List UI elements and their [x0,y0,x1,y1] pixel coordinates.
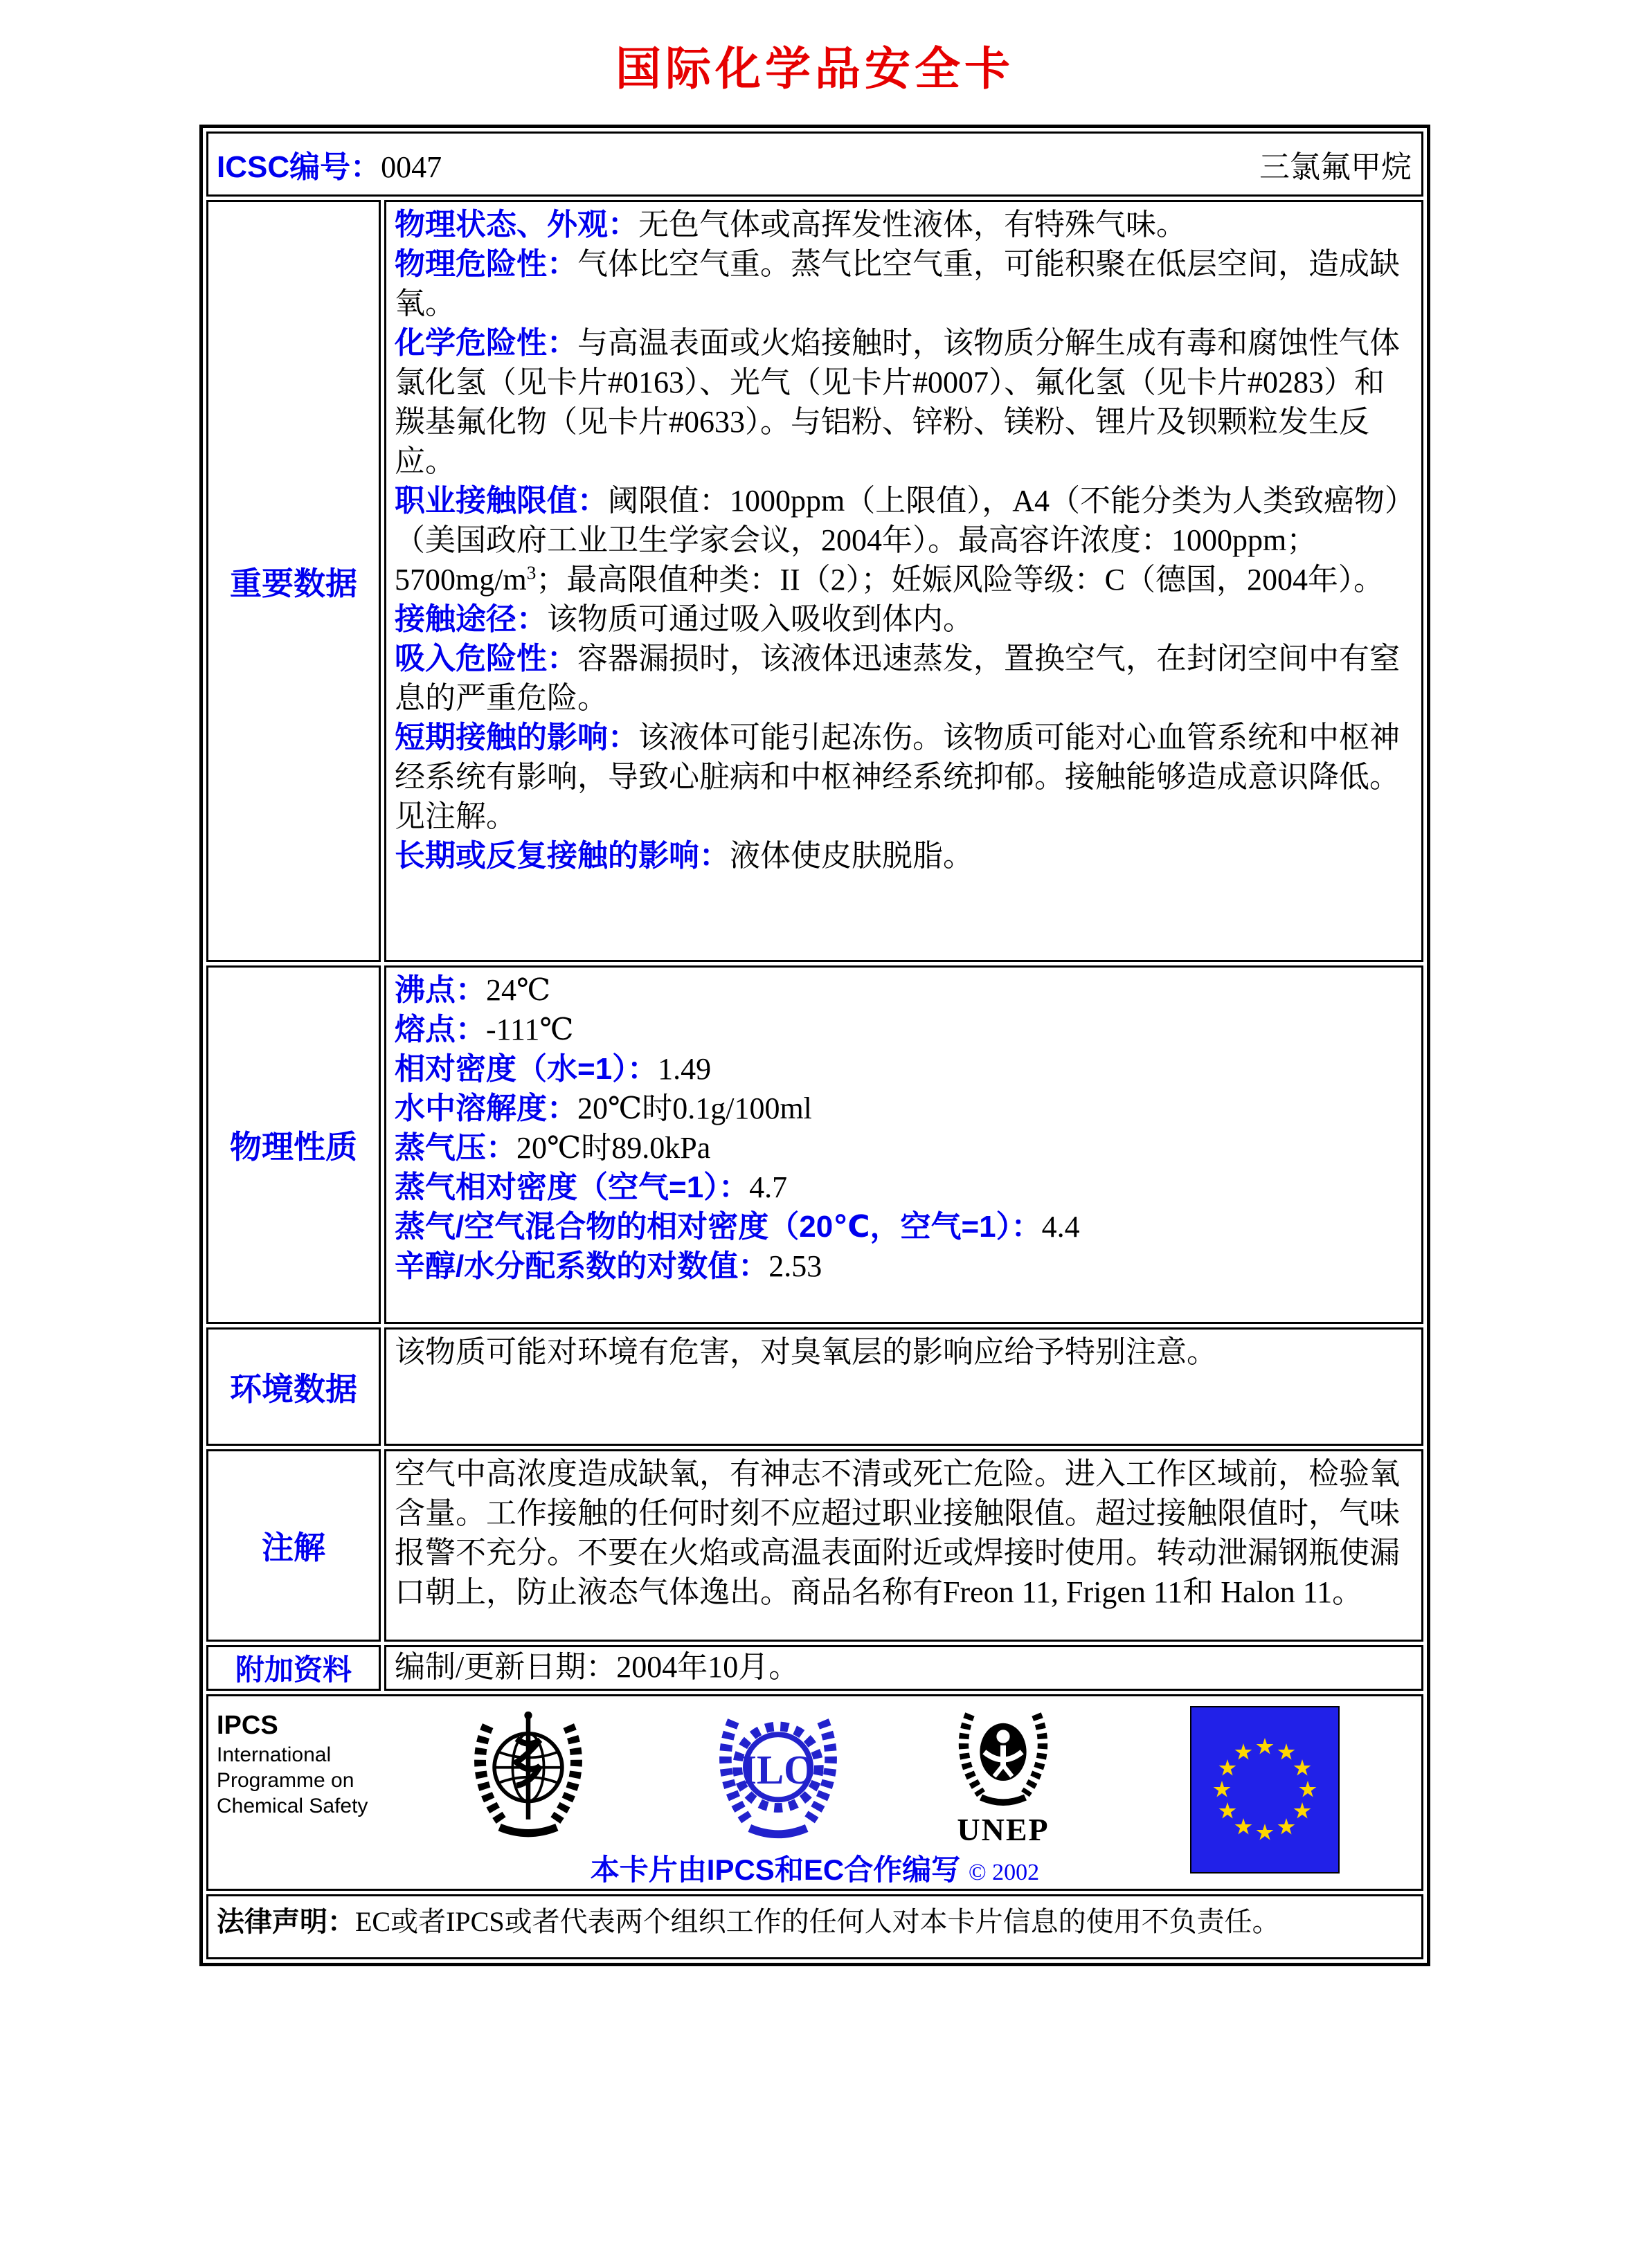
field-label: 水中溶解度： [395,1091,577,1125]
field-label: 沸点： [395,973,486,1007]
ipcs-line: Chemical Safety [217,1795,368,1817]
field-label: 物理危险性： [395,247,577,281]
additional-info-content: 编制/更新日期：2004年10月。 [395,1650,800,1684]
field-value: 4.7 [749,1170,788,1204]
property-vapor-pressure [395,1128,1414,1168]
chemical-name: 三氯氟甲烷 [1259,150,1412,184]
ilo-logo-text: ILO [741,1747,816,1793]
property-boiling-point [395,970,1414,1010]
field-text: 该液体可能引起冻伤。该物质可能对心血管系统和中枢神经系统有影响，导致心脏病和中枢神经系统抑郁。接触能够造成意识降低。见注解。 [395,720,1400,833]
paragraph-physical-state [395,205,1414,244]
field-value: 4.4 [1041,1210,1080,1244]
field-label: 熔点： [395,1013,486,1046]
legal-row [206,1894,1423,1959]
notes-row-label: 注解 [206,1449,381,1642]
field-label: 蒸气相对密度（空气=1）： [395,1170,750,1204]
field-text: 无色气体或高挥发性液体，有特殊气味。 [638,208,1187,242]
field-text: 该物质可通过吸入吸收到体内。 [547,602,973,636]
field-text: 阈限值：1000ppm（上限值），A4（不能分类为人类致癌物）（美国政府工业卫生学家会议，2004年）。最高容许浓度：1000ppm；5700mg/m [395,484,1400,597]
field-label: 物理状态、外观： [395,208,638,242]
who-logo-icon [463,1705,593,1849]
additional-info-row-label: 附加资料 [206,1645,381,1691]
field-text: 容器漏损时，该液体迅速蒸发，置换空气，在封闭空间中有窒息的严重危险。 [395,642,1400,715]
important-data-row [206,200,1423,962]
property-octanol-water-logp [395,1246,1414,1286]
ipcs-text-block [217,1709,368,1819]
field-label: 接触途径： [395,602,547,636]
physical-properties-row [206,965,1423,1324]
property-water-solubility [395,1089,1414,1128]
important-data-row-label: 重要数据 [206,200,381,962]
icsc-number-group [217,142,442,186]
header-row [206,131,1423,197]
property-melting-point [395,1010,1414,1049]
field-label: 短期接触的影响： [395,720,638,754]
property-relative-density [395,1049,1414,1089]
environmental-data-row-label: 环境数据 [206,1327,381,1446]
field-label: 辛醇/水分配系数的对数值： [395,1249,769,1283]
field-value: 20℃时0.1g/100ml [577,1091,812,1125]
unep-logo-text: UNEP [957,1812,1050,1847]
property-vapor-air-mixture-density [395,1207,1414,1246]
unep-logo-icon [948,1703,1059,1847]
field-value: 20℃时89.0kPa [516,1131,711,1165]
additional-info-row [206,1645,1423,1691]
page-title: 国际化学品安全卡 [615,44,1014,95]
icsc-number-label: ICSC编号： [217,150,381,184]
legal-notice-text: EC或者IPCS或者代表两个组织工作的任何人对本卡片信息的使用不负责任。 [355,1906,1280,1937]
field-value: 24℃ [486,973,551,1007]
ipcs-line: Programme on [217,1769,354,1792]
field-value: -111℃ [486,1013,574,1046]
paragraph-exposure-routes [395,599,1414,639]
field-label: 职业接触限值： [395,484,608,518]
footer-caption [208,1847,1421,1889]
field-label: 吸入危险性： [395,642,577,675]
paragraph-inhalation-risk [395,639,1414,718]
paragraph-occupational-limits [395,481,1414,599]
notes-row [206,1449,1423,1642]
paragraph-long-term-effects [395,836,1414,876]
icsc-number-value: 0047 [381,150,442,184]
caption-text: 本卡片由IPCS和EC合作编写 [590,1853,961,1886]
field-label: 相对密度（水=1）： [395,1052,658,1086]
legal-notice-label: 法律声明： [217,1907,355,1937]
logos-footer [208,1696,1421,1889]
field-text: 气体比空气重。蒸气比空气重，可能积聚在低层空间，造成缺氧。 [395,247,1400,320]
field-label: 化学危险性： [395,326,577,360]
important-data-content [386,202,1421,960]
ilo-logo-icon [710,1705,846,1849]
field-label: 蒸气/空气混合物的相对密度（20℃，空气=1）： [395,1210,1042,1244]
ipcs-line: International [217,1743,332,1766]
property-vapor-relative-density [395,1168,1414,1207]
physical-properties-row-label: 物理性质 [206,965,381,1324]
field-text: 液体使皮肤脱脂。 [730,839,973,873]
caption-copyright: © 2002 [968,1860,1040,1885]
environmental-data-row [206,1327,1423,1446]
logos-row [206,1694,1423,1891]
environmental-data-content: 该物质可能对环境有危害，对臭氧层的影响应给予特别注意。 [395,1335,1217,1369]
paragraph-short-term-effects [395,718,1414,836]
field-text: 与高温表面或火焰接触时，该物质分解生成有毒和腐蚀性气体氯化氢（见卡片#0163）、光气（见卡片#0007）、氟化氢（见卡片#0283）和羰基氟化物（见卡片#0633）。与铝粉、锌粉、镁粉、锂片及钡颗粒发生反应。 [395,326,1400,478]
card-header [208,134,1421,194]
superscript: 3 [526,562,537,583]
safety-card-table [199,125,1430,1966]
ipcs-acronym: IPCS [217,1711,278,1740]
field-value: 1.49 [658,1052,712,1086]
legal-notice [208,1896,1421,1948]
notes-content: 空气中高浓度造成缺氧，有神志不清或死亡危险。进入工作区域前，检验氧含量。工作接触的任何时刻不应超过职业接触限值。超过接触限值时，气味报警不充分。不要在火焰或高温表面附近或焊接时使用。转动泄漏钢瓶使漏口朝上，防止液态气体逸出。商品名称有Freon 11, Frigen 11和 Halon 11。 [395,1457,1400,1609]
paragraph-chemical-danger [395,323,1414,481]
field-label: 蒸气压： [395,1131,516,1165]
field-label: 长期或反复接触的影响： [395,839,730,873]
field-text-continued: ；最高限值种类：II（2）；妊娠风险等级：C（德国，2004年）。 [536,563,1384,597]
paragraph-physical-danger [395,244,1414,323]
field-value: 2.53 [768,1249,822,1283]
physical-properties-content [386,968,1421,1322]
